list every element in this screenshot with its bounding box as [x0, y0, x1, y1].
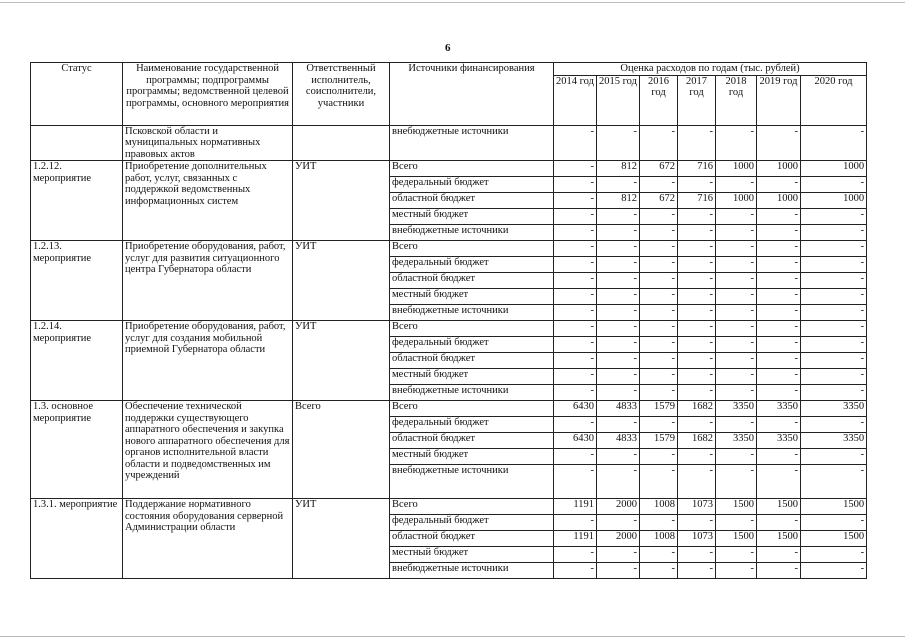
status-cell: 1.2.13. мероприятие [31, 241, 123, 321]
value-cell: - [554, 321, 597, 337]
value-cell: 2000 [597, 499, 640, 515]
name-cell: Приобретение оборудования, работ, услуг для развития ситуационного центра Губернатора области [123, 241, 293, 321]
value-cell: - [757, 515, 801, 531]
value-cell: - [801, 369, 867, 385]
value-cell: 1008 [640, 499, 678, 515]
value-cell: - [757, 257, 801, 273]
value-cell: 1500 [801, 499, 867, 515]
value-cell: - [640, 337, 678, 353]
value-cell: - [678, 241, 716, 257]
source-cell: внебюджетные источники [390, 385, 554, 401]
status-cell: 1.2.14. мероприятие [31, 321, 123, 401]
source-cell: Всего [390, 401, 554, 417]
value-cell: - [678, 305, 716, 321]
header-year: 2018 год [716, 75, 757, 125]
value-cell: - [597, 449, 640, 465]
value-cell: - [801, 385, 867, 401]
value-cell: - [678, 449, 716, 465]
value-cell: - [757, 563, 801, 579]
source-cell: внебюджетные источники [390, 125, 554, 161]
header-year: 2016 год [640, 75, 678, 125]
page-number: 6 [445, 42, 451, 54]
value-cell: - [757, 417, 801, 433]
value-cell: - [757, 273, 801, 289]
responsible-cell: Всего [293, 401, 390, 499]
header-year: 2017 год [678, 75, 716, 125]
value-cell: - [640, 515, 678, 531]
value-cell: - [640, 465, 678, 499]
value-cell: - [554, 193, 597, 209]
value-cell: - [640, 209, 678, 225]
value-cell: - [597, 417, 640, 433]
value-cell: - [678, 337, 716, 353]
value-cell: - [640, 369, 678, 385]
value-cell: 1191 [554, 531, 597, 547]
scan-edge-top [0, 2, 905, 3]
responsible-cell: УИТ [293, 161, 390, 241]
value-cell: - [801, 547, 867, 563]
value-cell: - [640, 225, 678, 241]
source-cell: внебюджетные источники [390, 305, 554, 321]
source-cell: внебюджетные источники [390, 563, 554, 579]
value-cell: 1073 [678, 531, 716, 547]
value-cell: - [554, 209, 597, 225]
table-row [31, 161, 867, 177]
value-cell: - [554, 515, 597, 531]
value-cell: - [597, 241, 640, 257]
header-estimate: Оценка расходов по годам (тыс. рублей) [554, 63, 867, 76]
value-cell: 1500 [757, 499, 801, 515]
value-cell: 1000 [801, 193, 867, 209]
source-cell: местный бюджет [390, 289, 554, 305]
value-cell: - [716, 273, 757, 289]
value-cell: - [640, 353, 678, 369]
value-cell: 1682 [678, 401, 716, 417]
value-cell: - [716, 547, 757, 563]
source-cell: внебюджетные источники [390, 465, 554, 499]
value-cell: 3350 [801, 433, 867, 449]
value-cell: - [597, 465, 640, 499]
value-cell: - [554, 289, 597, 305]
value-cell: - [757, 449, 801, 465]
value-cell: - [640, 241, 678, 257]
value-cell: - [640, 563, 678, 579]
value-cell: - [801, 515, 867, 531]
value-cell: - [554, 547, 597, 563]
value-cell: - [716, 125, 757, 161]
value-cell: - [597, 209, 640, 225]
value-cell: - [640, 305, 678, 321]
value-cell: - [554, 273, 597, 289]
value-cell: - [801, 563, 867, 579]
source-cell: Всего [390, 321, 554, 337]
value-cell: - [554, 257, 597, 273]
value-cell: - [597, 385, 640, 401]
value-cell: - [716, 369, 757, 385]
header-sources: Источники финансирования [390, 63, 554, 126]
value-cell: - [678, 289, 716, 305]
value-cell: - [640, 385, 678, 401]
value-cell: - [757, 465, 801, 499]
value-cell: - [716, 321, 757, 337]
value-cell: 812 [597, 161, 640, 177]
status-cell: 1.3.1. мероприятие [31, 499, 123, 579]
source-cell: Всего [390, 161, 554, 177]
value-cell: - [640, 177, 678, 193]
source-cell: местный бюджет [390, 369, 554, 385]
header-status: Статус [31, 63, 123, 126]
value-cell: - [640, 417, 678, 433]
value-cell: - [716, 385, 757, 401]
value-cell: 1500 [716, 531, 757, 547]
value-cell: - [757, 547, 801, 563]
name-cell: Приобретение дополнительных работ, услуг, связанных с поддержкой ведомственных информационных систем [123, 161, 293, 241]
value-cell: 1008 [640, 531, 678, 547]
value-cell: - [801, 225, 867, 241]
value-cell: - [801, 241, 867, 257]
value-cell: 1500 [757, 531, 801, 547]
value-cell: - [801, 209, 867, 225]
value-cell: - [554, 417, 597, 433]
value-cell: - [801, 353, 867, 369]
value-cell: - [801, 177, 867, 193]
value-cell: - [757, 385, 801, 401]
value-cell: - [716, 563, 757, 579]
value-cell: - [716, 257, 757, 273]
value-cell: - [678, 369, 716, 385]
value-cell: - [597, 321, 640, 337]
value-cell: - [597, 305, 640, 321]
responsible-cell: УИТ [293, 321, 390, 401]
value-cell: 1191 [554, 499, 597, 515]
source-cell: областной бюджет [390, 353, 554, 369]
value-cell: - [640, 257, 678, 273]
value-cell: - [716, 305, 757, 321]
value-cell: 1500 [801, 531, 867, 547]
source-cell: федеральный бюджет [390, 177, 554, 193]
value-cell: - [597, 547, 640, 563]
value-cell: - [597, 225, 640, 241]
value-cell: 672 [640, 161, 678, 177]
value-cell: - [597, 369, 640, 385]
value-cell: - [678, 515, 716, 531]
value-cell: - [678, 257, 716, 273]
value-cell: - [757, 289, 801, 305]
value-cell: 4833 [597, 401, 640, 417]
value-cell: 812 [597, 193, 640, 209]
value-cell: - [678, 321, 716, 337]
value-cell: 4833 [597, 433, 640, 449]
responsible-cell: УИТ [293, 241, 390, 321]
value-cell: - [801, 305, 867, 321]
value-cell: - [597, 257, 640, 273]
name-cell: Обеспечение технической поддержки существующего аппаратного обеспечения и закупка нового аппаратного обеспечения для органов исполнительной власти области и подведомственных им учреждений [123, 401, 293, 499]
source-cell: областной бюджет [390, 273, 554, 289]
value-cell: - [554, 385, 597, 401]
header-year: 2020 год [801, 75, 867, 125]
value-cell: - [801, 337, 867, 353]
value-cell: - [716, 209, 757, 225]
name-cell: Приобретение оборудования, работ, услуг для создания мобильной приемной Губернатора области [123, 321, 293, 401]
value-cell: - [716, 337, 757, 353]
value-cell: - [640, 273, 678, 289]
value-cell: - [801, 273, 867, 289]
value-cell: - [597, 353, 640, 369]
value-cell: 672 [640, 193, 678, 209]
header-name: Наименование государственной программы; подпрограммы программы; ведомственной целевой программы, основного мероприятия [123, 63, 293, 126]
header-year: 2014 год [554, 75, 597, 125]
value-cell: - [554, 353, 597, 369]
source-cell: Всего [390, 241, 554, 257]
header-year: 2019 год [757, 75, 801, 125]
value-cell: - [678, 465, 716, 499]
value-cell: 3350 [801, 401, 867, 417]
value-cell: - [757, 125, 801, 161]
value-cell: - [678, 563, 716, 579]
value-cell: 1500 [716, 499, 757, 515]
source-cell: областной бюджет [390, 433, 554, 449]
value-cell: - [678, 209, 716, 225]
value-cell: - [801, 449, 867, 465]
value-cell: 1000 [716, 193, 757, 209]
value-cell: 716 [678, 161, 716, 177]
value-cell: 1000 [757, 193, 801, 209]
value-cell: 3350 [757, 433, 801, 449]
name-cell: Поддержание нормативного состояния оборудования серверной Администрации области [123, 499, 293, 579]
value-cell: - [801, 257, 867, 273]
value-cell: - [640, 125, 678, 161]
value-cell: - [716, 449, 757, 465]
source-cell: федеральный бюджет [390, 515, 554, 531]
value-cell: - [801, 321, 867, 337]
value-cell: 1073 [678, 499, 716, 515]
value-cell: - [757, 305, 801, 321]
value-cell: 1579 [640, 401, 678, 417]
source-cell: местный бюджет [390, 547, 554, 563]
value-cell: 1000 [801, 161, 867, 177]
value-cell: 1000 [757, 161, 801, 177]
value-cell: 6430 [554, 401, 597, 417]
table-row [31, 125, 867, 161]
source-cell: федеральный бюджет [390, 417, 554, 433]
source-cell: Всего [390, 499, 554, 515]
value-cell: - [554, 465, 597, 499]
value-cell: - [757, 369, 801, 385]
value-cell: - [716, 177, 757, 193]
value-cell: - [678, 177, 716, 193]
value-cell: 6430 [554, 433, 597, 449]
value-cell: - [678, 385, 716, 401]
value-cell: - [757, 225, 801, 241]
value-cell: - [640, 289, 678, 305]
value-cell: 1579 [640, 433, 678, 449]
table-row [31, 241, 867, 257]
value-cell: - [678, 273, 716, 289]
value-cell: - [597, 563, 640, 579]
value-cell: - [678, 353, 716, 369]
value-cell: - [554, 449, 597, 465]
source-cell: внебюджетные источники [390, 225, 554, 241]
source-cell: местный бюджет [390, 209, 554, 225]
source-cell: федеральный бюджет [390, 257, 554, 273]
value-cell: - [554, 241, 597, 257]
value-cell: - [757, 353, 801, 369]
scan-edge-bottom [0, 636, 905, 637]
responsible-cell [293, 125, 390, 161]
value-cell: - [757, 177, 801, 193]
value-cell: - [801, 465, 867, 499]
value-cell: - [640, 547, 678, 563]
value-cell: - [597, 177, 640, 193]
value-cell: 2000 [597, 531, 640, 547]
value-cell: - [597, 337, 640, 353]
value-cell: 716 [678, 193, 716, 209]
value-cell: 1682 [678, 433, 716, 449]
value-cell: 3350 [716, 433, 757, 449]
value-cell: - [597, 515, 640, 531]
value-cell: - [757, 321, 801, 337]
value-cell: - [801, 417, 867, 433]
value-cell: - [640, 321, 678, 337]
value-cell: - [554, 369, 597, 385]
value-cell: - [716, 289, 757, 305]
value-cell: - [716, 353, 757, 369]
value-cell: - [554, 563, 597, 579]
responsible-cell: УИТ [293, 499, 390, 579]
source-cell: федеральный бюджет [390, 337, 554, 353]
value-cell: - [678, 547, 716, 563]
value-cell: 3350 [716, 401, 757, 417]
value-cell: - [597, 289, 640, 305]
value-cell: - [678, 225, 716, 241]
value-cell: 1000 [716, 161, 757, 177]
value-cell: - [554, 177, 597, 193]
value-cell: 3350 [757, 401, 801, 417]
value-cell: - [801, 125, 867, 161]
status-cell: 1.3. основное мероприятие [31, 401, 123, 499]
value-cell: - [554, 337, 597, 353]
value-cell: - [757, 209, 801, 225]
value-cell: - [597, 125, 640, 161]
table-row [31, 401, 867, 417]
header-year: 2015 год [597, 75, 640, 125]
expenses-table [30, 62, 867, 579]
source-cell: областной бюджет [390, 193, 554, 209]
value-cell: - [801, 289, 867, 305]
status-cell: 1.2.12. мероприятие [31, 161, 123, 241]
table-row [31, 321, 867, 337]
header-responsible: Ответственный исполнитель, соисполнители, участники [293, 63, 390, 126]
name-cell: Псковской области и муниципальных нормативных правовых актов [123, 125, 293, 161]
value-cell: - [716, 417, 757, 433]
value-cell: - [678, 417, 716, 433]
value-cell: - [716, 225, 757, 241]
table-row [31, 499, 867, 515]
value-cell: - [757, 241, 801, 257]
value-cell: - [716, 515, 757, 531]
value-cell: - [554, 161, 597, 177]
value-cell: - [554, 225, 597, 241]
value-cell: - [757, 337, 801, 353]
value-cell: - [678, 125, 716, 161]
value-cell: - [716, 465, 757, 499]
status-cell [31, 125, 123, 161]
value-cell: - [554, 305, 597, 321]
value-cell: - [716, 241, 757, 257]
value-cell: - [640, 449, 678, 465]
value-cell: - [597, 273, 640, 289]
source-cell: областной бюджет [390, 531, 554, 547]
source-cell: местный бюджет [390, 449, 554, 465]
value-cell: - [554, 125, 597, 161]
